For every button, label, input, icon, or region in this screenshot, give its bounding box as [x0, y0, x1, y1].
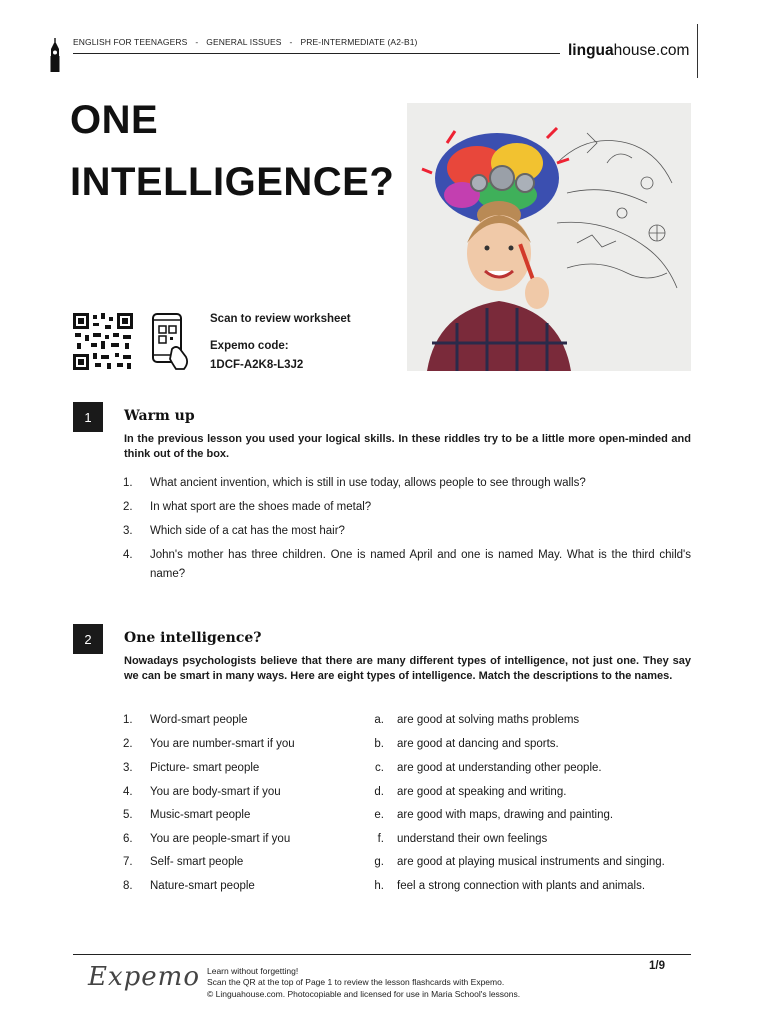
girl-thinking-brain-doodle-image: [407, 103, 691, 371]
section-1-instructions: In the previous lesson you used your logical skills. In these riddles try to be a little more open-minded and think out of the box.: [124, 433, 691, 460]
match-left-text: Self- smart people: [150, 856, 244, 868]
match-right-text: are good at playing musical instruments and singing.: [397, 856, 665, 868]
expemo-code-value: 1DCF-A2K8-L3J2: [210, 359, 304, 371]
question-number: 4.: [123, 549, 133, 561]
question-text: What ancient invention, which is still in use today, allows people to see through walls?: [150, 477, 586, 489]
match-left-text: Picture- smart people: [150, 762, 260, 774]
section-1-number: 1: [73, 402, 103, 432]
breadcrumb: ENGLISH FOR TEENAGERS - GENERAL ISSUES - PRE-INTERMEDIATE (A2-B1): [73, 37, 418, 47]
question-number: 1.: [123, 477, 133, 489]
match-right-text: understand their own feelings: [397, 833, 548, 845]
match-left-text: Music-smart people: [150, 809, 251, 821]
footer-divider: [73, 954, 691, 955]
match-left-text: You are body-smart if you: [150, 786, 281, 798]
match-right-letter: a.: [374, 714, 384, 726]
brand-divider: [697, 24, 698, 78]
match-right-letter: d.: [374, 786, 384, 798]
footer-tagline: Learn without forgetting!: [207, 966, 299, 976]
match-left-number: 4.: [123, 786, 133, 798]
footer-instruction: Scan the QR at the top of Page 1 to review the lesson flashcards with Expemo.: [207, 977, 505, 987]
question-text: In what sport are the shoes made of metal?: [150, 501, 372, 513]
breadcrumb-course: ENGLISH FOR TEENAGERS: [73, 37, 188, 47]
match-left-text: You are people-smart if you: [150, 833, 291, 845]
match-left-number: 7.: [123, 856, 133, 868]
phone-scan-icon: [150, 313, 190, 371]
question-text: John's mother has three children. One is named April and one is named May. What is the third child's name?: [150, 549, 691, 580]
section-2-instructions: Nowadays psychologists believe that there are many different types of intelligence, not just one. They say we can be smart in many ways. Here are eight types of intelligence. Match the descriptions to the names.: [124, 655, 691, 682]
match-right-text: are good with maps, drawing and painting.: [397, 809, 614, 821]
match-left-text: Nature-smart people: [150, 880, 255, 892]
brand-logo: linguahouse.com: [568, 42, 690, 59]
match-left-number: 3.: [123, 762, 133, 774]
match-left-text: Word-smart people: [150, 714, 248, 726]
match-right-letter: f.: [377, 833, 384, 845]
page-number: 1/9: [649, 960, 665, 972]
match-right-text: feel a strong connection with plants and animals.: [397, 880, 646, 892]
question-number: 2.: [123, 501, 133, 513]
match-right-letter: e.: [374, 809, 384, 821]
expemo-code-label: Expemo code:: [210, 340, 289, 352]
match-left-text: You are number-smart if you: [150, 738, 295, 750]
section-2-number: 2: [73, 624, 103, 654]
qr-code-icon: [73, 313, 133, 370]
match-right-text: are good at solving maths problems: [397, 714, 580, 726]
page-title-line-2: INTELLIGENCE?: [70, 160, 395, 204]
match-left-number: 8.: [123, 880, 133, 892]
breadcrumb-level: PRE-INTERMEDIATE (A2-B1): [300, 37, 418, 47]
match-right-letter: h.: [374, 880, 384, 892]
match-right-letter: c.: [375, 762, 384, 774]
breadcrumb-topic: GENERAL ISSUES: [206, 37, 282, 47]
footer-copyright: © Linguahouse.com. Photocopiable and licensed for use in Maria School's lessons.: [207, 989, 521, 999]
expemo-logo: Expemo: [88, 962, 200, 992]
big-ben-tower-icon: [48, 38, 62, 72]
header-divider: [73, 53, 560, 54]
question-text: Which side of a cat has the most hair?: [150, 525, 345, 537]
page-title-line-1: ONE: [70, 98, 159, 142]
match-right-text: are good at dancing and sports.: [397, 738, 559, 750]
match-right-letter: b.: [374, 738, 384, 750]
match-left-number: 6.: [123, 833, 133, 845]
section-2-title: One intelligence?: [124, 630, 262, 646]
section-1-title: Warm up: [124, 408, 195, 424]
match-left-number: 1.: [123, 714, 133, 726]
question-number: 3.: [123, 525, 133, 537]
match-left-number: 2.: [123, 738, 133, 750]
match-right-text: are good at speaking and writing.: [397, 786, 567, 798]
match-right-letter: g.: [374, 856, 384, 868]
scan-label: Scan to review worksheet: [210, 313, 351, 325]
match-right-text: are good at understanding other people.: [397, 762, 602, 774]
match-left-number: 5.: [123, 809, 133, 821]
